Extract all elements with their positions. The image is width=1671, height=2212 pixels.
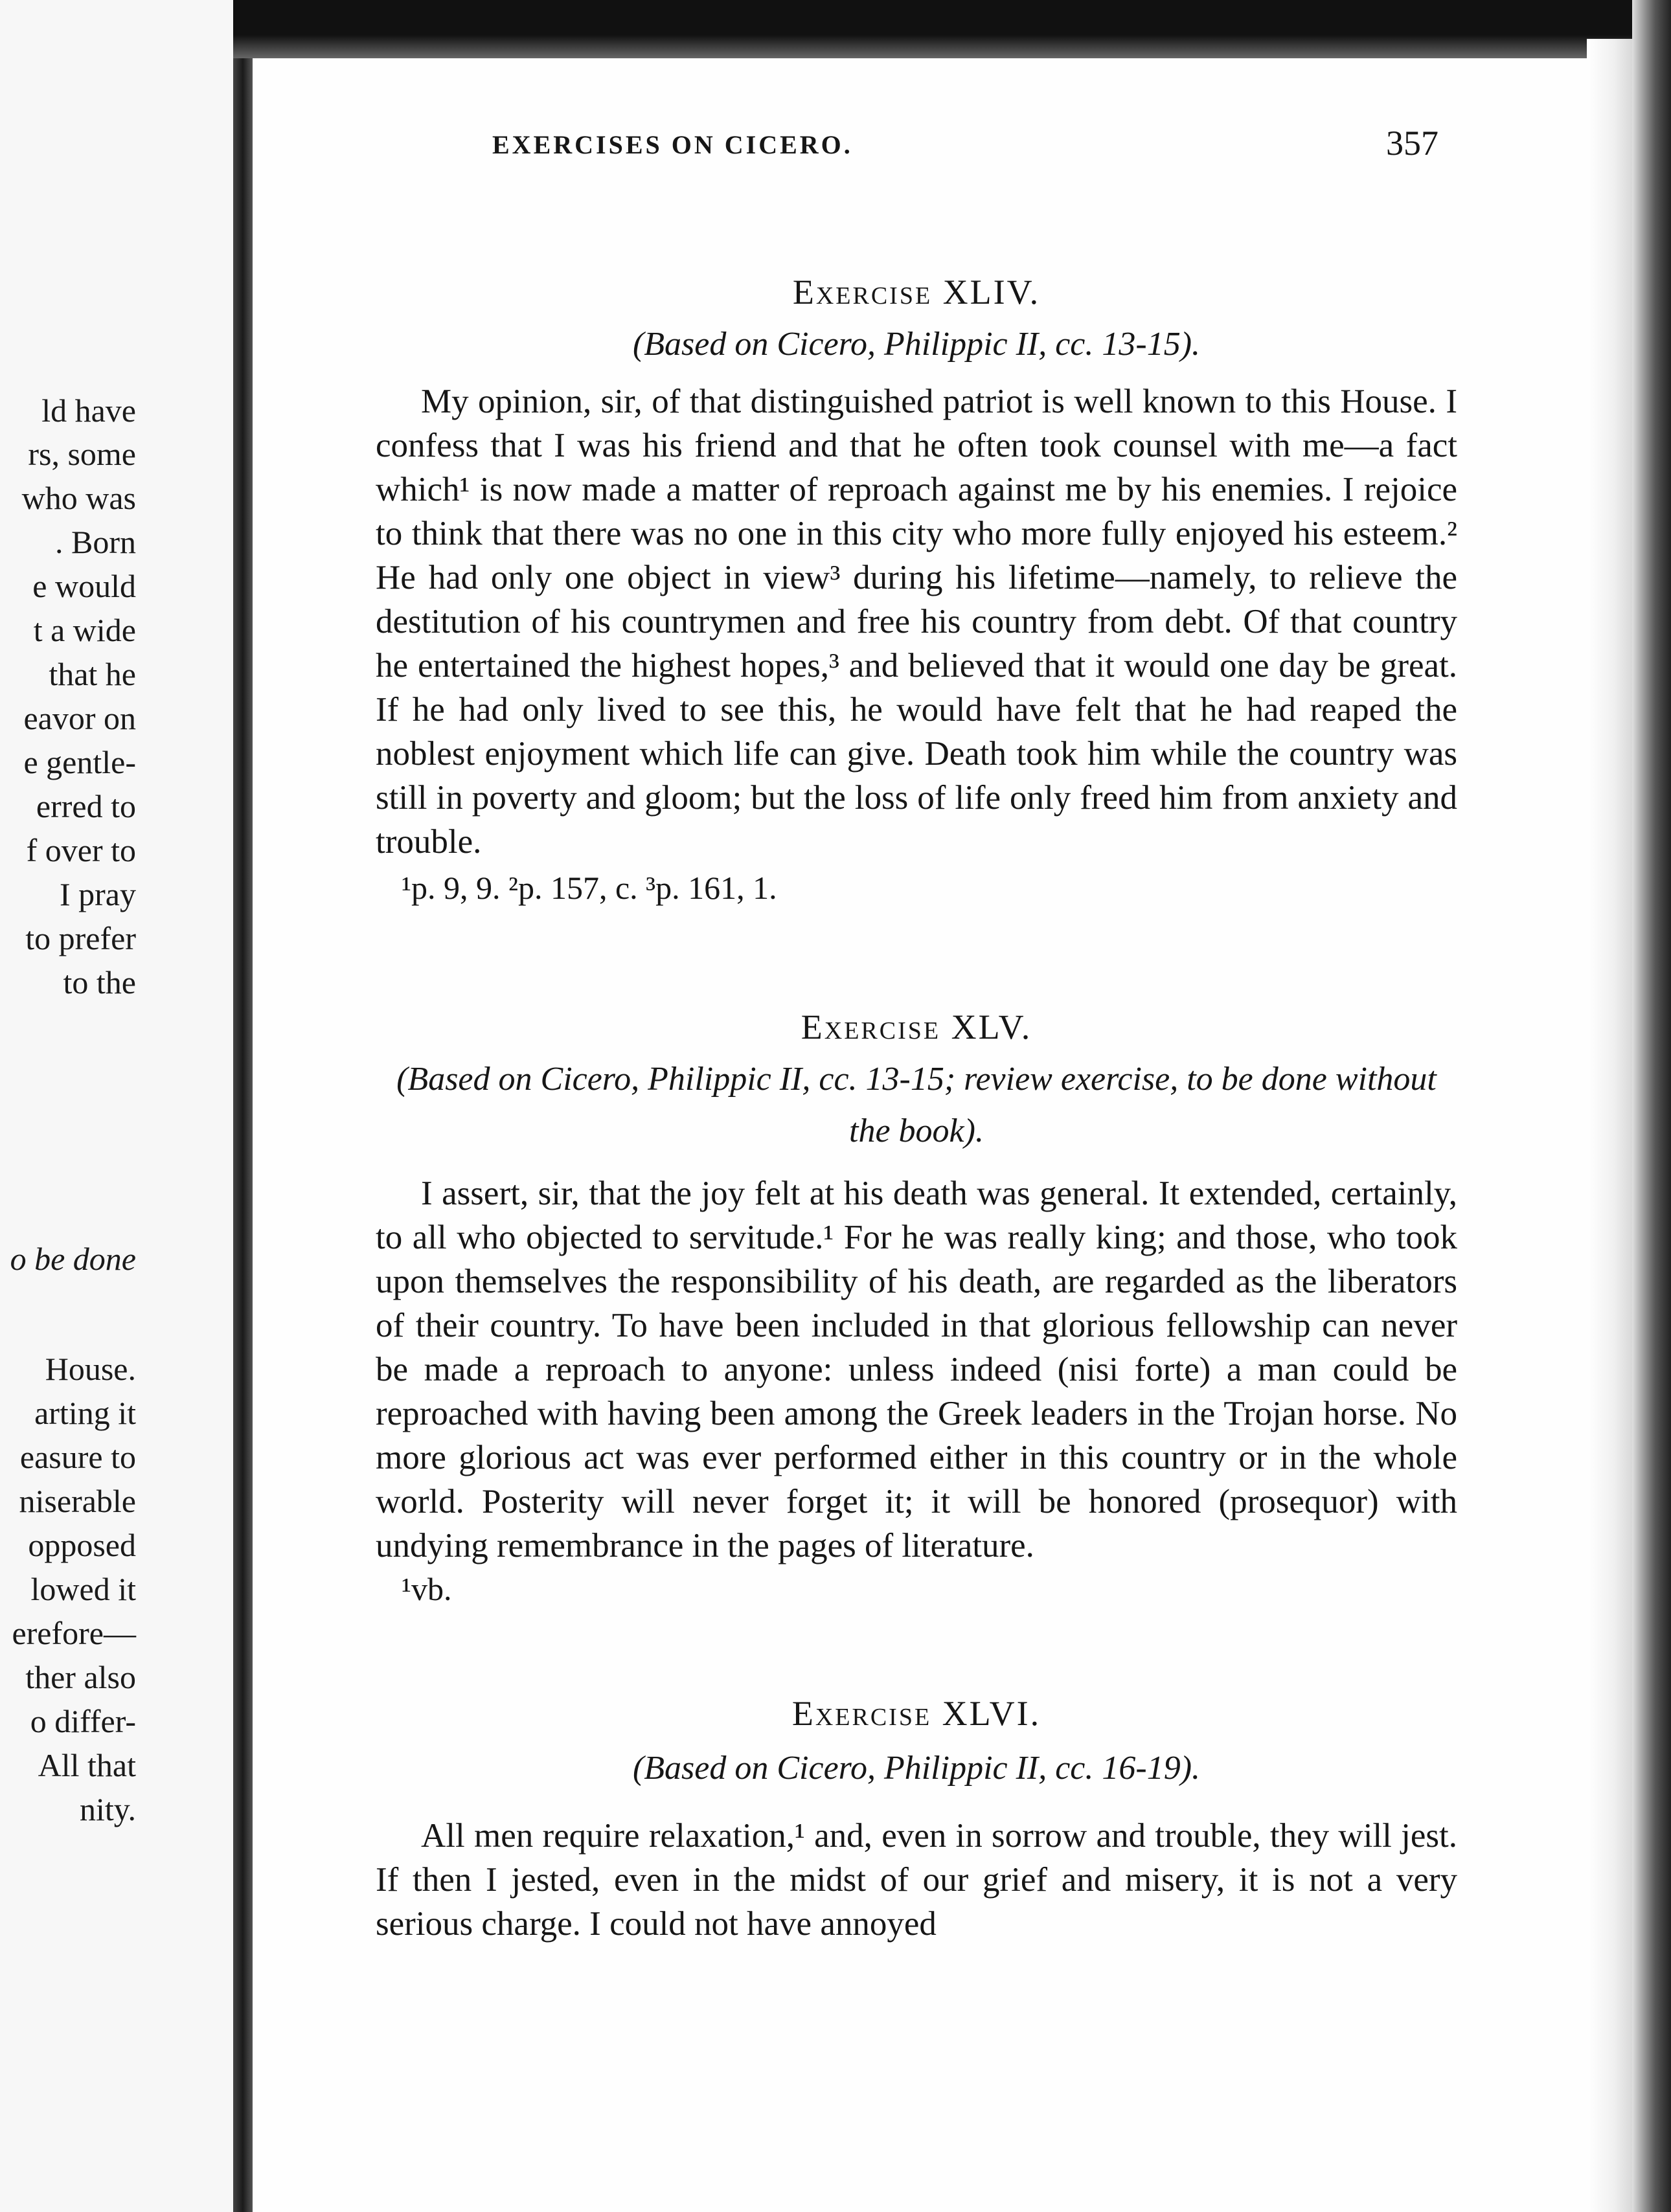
exercise-subtitle: (Based on Cicero, Philippic II, cc. 13-15).: [632, 326, 1201, 363]
left-page-line: erefore—: [12, 1615, 136, 1651]
footnotes: ¹vb.: [402, 1571, 452, 1607]
footnotes: ¹p. 9, 9. ²p. 157, c. ³p. 161, 1.: [402, 870, 777, 906]
left-page-line: easure to: [19, 1439, 136, 1475]
left-page-line: opposed: [28, 1527, 136, 1563]
exercise-44: [376, 272, 1457, 907]
exercise-text: My opinion, sir, of that distinguished patriot is well known to this House. I confess that I was his friend and that he often took counsel with me—a fact which¹ is now made a matter of reproach against me by his enemies. I rejoice to think that there was no one in this city who more fully enjoyed his esteem.² He had only one object in view³ during his lifetime—namely, to relieve the destitution of his countrymen and free his country from debt. Of that country he entertained the highest hopes,³ and believed that it would one day be great. If he had only lived to see this, he would have felt that he had reaped the noblest enjoyment which life can give. Death took him while the country was still in poverty and gloom; but the loss of life only freed him from anxiety and trouble.: [376, 383, 1457, 861]
left-page-line: lowed it: [30, 1571, 136, 1607]
left-page-line: arting it: [34, 1395, 136, 1431]
left-page-line: erred to: [36, 788, 136, 824]
left-page-line: All that: [38, 1747, 136, 1783]
exercise-subtitle: (Based on Cicero, Philippic II, cc. 13-15; review exercise, to be done without the book).: [396, 1061, 1437, 1149]
exercise-title: Exercise XLV.: [801, 1008, 1032, 1046]
exercise-45: [376, 1007, 1457, 1608]
exercise-46: [376, 1693, 1457, 1946]
left-page-line: who was: [21, 480, 136, 516]
left-page-line: to the: [63, 964, 136, 1000]
exercise-title: Exercise XLIV.: [792, 273, 1041, 311]
exercise-text: I assert, sir, that the joy felt at his death was general. It extended, certainly, to all who objected to servitude.¹ For he was really king; and those, who took upon themselves the responsibility of his death, are regarded as the liberators of their country. To have been included in that glorious fellowship can never be made a reproach to anyone: unless indeed (nisi forte) a man could be reproached with having been among the Greek leaders in the Trojan horse. No more glorious act was ever performed either in this country or in the whole world. Posterity will never forget it; it will be honored (prosequor) with undying remembrance in the pages of literature.: [376, 1175, 1457, 1564]
scan-top-edge: [233, 0, 1671, 58]
left-page-line: niserable: [19, 1483, 136, 1519]
running-head: [492, 124, 1464, 181]
left-page-line: rs, some: [28, 436, 136, 472]
left-page-line: eavor on: [23, 700, 136, 736]
left-page-line: to prefer: [25, 920, 136, 956]
left-page-line: e gentle-: [23, 744, 136, 780]
left-facing-page: [0, 0, 233, 2212]
exercise-title: Exercise XLVI.: [791, 1694, 1041, 1733]
left-page-line: nity.: [79, 1791, 136, 1827]
left-page-line: House.: [45, 1351, 136, 1387]
left-page-line: . Born: [55, 524, 136, 560]
page-edge-shadow: [1587, 39, 1632, 2212]
scan-right-edge: [1632, 0, 1671, 2212]
left-page-line: that he: [49, 656, 136, 692]
left-page-line: ld have: [41, 392, 136, 429]
left-page-line: ther also: [25, 1659, 136, 1695]
left-page-line: f over to: [26, 832, 136, 868]
page-number: 357: [1386, 124, 1438, 163]
book-spine: [233, 0, 253, 2212]
running-head-title: EXERCISES ON CICERO.: [492, 130, 853, 159]
left-page-line: t a wide: [33, 612, 136, 648]
left-page-line: e would: [32, 568, 136, 604]
left-page-line: o differ-: [30, 1703, 136, 1739]
left-page-line: o be done: [10, 1241, 136, 1277]
left-page-line: I pray: [60, 876, 136, 912]
exercise-subtitle: (Based on Cicero, Philippic II, cc. 16-19).: [632, 1750, 1201, 1787]
exercise-text: All men require relaxation,¹ and, even in sorrow and trouble, they will jest. If then I jested, even in the midst of our grief and misery, it is not a very serious charge. I could not have annoyed: [376, 1817, 1457, 1943]
